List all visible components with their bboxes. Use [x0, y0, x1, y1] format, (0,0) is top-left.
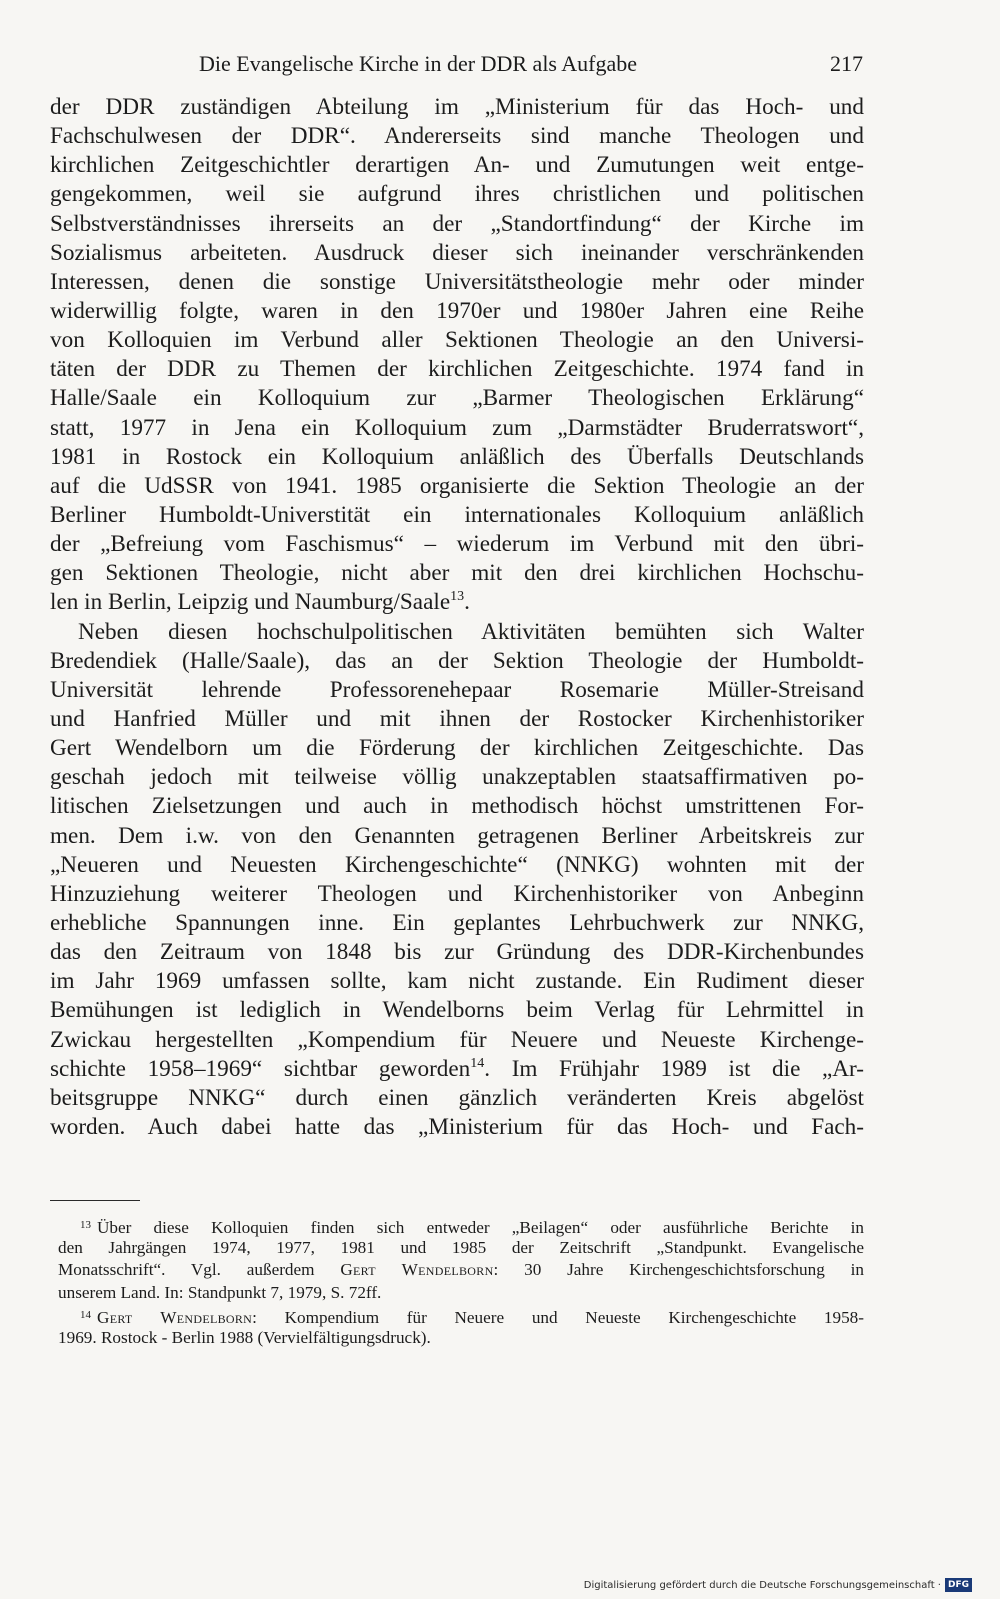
text-line: statt, 1977 in Jena ein Kolloquium zum „Darmstädter Bruderratswort“,	[50, 414, 864, 441]
footnote-13-line-1: $^{13}$ Über diese Kolloquien finden sich entweder „Beilagen“ oder ausführliche Berichte in	[80, 1218, 864, 1237]
footnote-ref-13[interactable]: 13	[450, 589, 465, 605]
text-line: men. Dem i.w. von den Genannten getragenen Berliner Arbeitskreis zur	[50, 822, 864, 849]
text-line: 1981 in Rostock ein Kolloquium anläßlich des Überfalls Deutschlands	[50, 443, 864, 470]
footnote-14-line-1: $^{14}$ Gert Wendelborn: Kompendium für Neuere und Neueste Kirchengeschichte 1958-	[80, 1308, 864, 1328]
footnote-number: 13	[80, 1219, 91, 1231]
text-line: und Hanfried Müller und mit ihnen der Rostocker Kirchenhistoriker	[50, 705, 864, 732]
paragraph-1	[50, 93, 864, 588]
dfg-logo-icon: DFG	[945, 1578, 972, 1592]
text-line: Hinzuziehung weiterer Theologen und Kirchenhistoriker von Anbeginn	[50, 880, 864, 907]
page-number: 217	[830, 51, 863, 76]
text-line: das den Zeitraum von 1848 bis zur Gründung des DDR-Kirchenbundes	[50, 939, 864, 966]
text-line: kirchlichen Zeitgeschichtler derartigen An- und Zumutungen weit entge-	[50, 152, 864, 179]
footnote-14-line-2: 1969. Rostock - Berlin 1988 (Vervielfältigungsdruck).	[58, 1327, 431, 1347]
digitization-credit	[584, 1575, 972, 1595]
text-line: gen Sektionen Theologie, nicht aber mit den drei kirchlichen Hochschu-	[50, 560, 864, 587]
text-line: widerwillig folgte, waren in den 1970er und 1980er Jahren eine Reihe	[50, 297, 864, 324]
text-line: Selbstverständnisses ihrerseits an der „Standortfindung“ der Kirche im	[50, 210, 864, 237]
digitization-credit-text: Digitalisierung gefördert durch die Deutsche Forschungsgemeinschaft ·	[583, 1579, 941, 1591]
footnote-13-line-2: den Jahrgängen 1974, 1977, 1981 und 1985 der Zeitschrift „Standpunkt. Evangelische	[58, 1237, 864, 1257]
text-line: Halle/Saale ein Kolloquium zur „Barmer Theologischen Erklärung“	[50, 385, 864, 412]
footnote-13	[58, 1214, 864, 1259]
text-line: der DDR zuständigen Abteilung im „Ministerium für das Hoch- und	[50, 94, 864, 120]
text-line: Berliner Humboldt-Universtität ein internationales Kolloquium anläßlich	[50, 501, 864, 528]
text-line: Neben diesen hochschulpolitischen Aktivitäten bemühten sich Walter	[78, 618, 864, 645]
text-line: im Jahr 1969 umfassen sollte, kam nicht zustande. Ein Rudiment dieser	[50, 968, 864, 995]
paragraph-1-last-line: len in Berlin, Leipzig und Naumburg/Saale$^{13}$.	[50, 589, 470, 616]
text-line: Zwickau hergestellten „Kompendium für Neuere und Neueste Kirchenge-	[50, 1026, 864, 1053]
footnote-separator	[50, 1200, 140, 1201]
text-line: täten der DDR zu Themen der kirchlichen Zeitgeschichte. 1974 fand in	[50, 356, 864, 383]
text-line: Interessen, denen die sonstige Universitätstheologie mehr oder minder	[50, 268, 864, 295]
text-line: Sozialismus arbeiteten. Ausdruck dieser sich ineinander verschränkenden	[50, 239, 864, 266]
paragraph-2-tail	[50, 1084, 864, 1142]
paragraph-2	[50, 618, 864, 1055]
text-line: gengekommen, weil sie aufgrund ihres christlichen und politischen	[50, 181, 864, 208]
text-line: worden. Auch dabei hatte das „Ministerium für das Hoch- und Fach-	[50, 1113, 864, 1140]
footnote-number: 14	[80, 1309, 91, 1322]
text-line: beitsgruppe NNKG“ durch einen gänzlich veränderten Kreis abgelöst	[50, 1084, 864, 1111]
main-text	[50, 93, 864, 1142]
text-line: Bemühungen ist lediglich in Wendelborns beim Verlag für Lehrmittel in	[50, 997, 864, 1024]
text-line: Gert Wendelborn um die Förderung der kirchlichen Zeitgeschichte. Das	[50, 735, 864, 762]
text-line: Fachschulwesen der DDR“. Andererseits sind manche Theologen und	[50, 123, 864, 150]
text-line: geschah jedoch mit teilweise völlig unakzeptablen staatsaffirmativen po-	[50, 764, 864, 791]
text-line: litischen Zielsetzungen und auch in methodisch höchst umstrittenen For-	[50, 793, 864, 820]
text-line: Universität lehrende Professorenehepaar Rosemarie Müller-Streisand	[50, 676, 864, 703]
paragraph-2-ref-line: schichte 1958–1969“ sichtbar geworden$^{14}$. Im Frühjahr 1989 ist die „Ar-	[50, 1055, 864, 1082]
text-line: Bredendiek (Halle/Saale), das an der Sektion Theologie der Humboldt-	[50, 647, 864, 674]
text-line: der „Befreiung vom Faschismus“ – wiederum im Verbund mit den übri-	[50, 531, 864, 558]
running-header	[199, 50, 863, 78]
author-name: Gert Wendelborn	[97, 1308, 253, 1328]
text-line: „Neueren und Neuesten Kirchengeschichte“ (NNKG) wohnten mit der	[50, 851, 864, 878]
text-line: erhebliche Spannungen inne. Ein geplantes Lehrbuchwerk zur NNKG,	[50, 909, 864, 936]
footnotes	[58, 1214, 864, 1350]
footnote-13-line-4: unserem Land. In: Standpunkt 7, 1979, S. 72ff.	[58, 1282, 382, 1302]
text-line: auf die UdSSR von 1941. 1985 organisierte die Sektion Theologie an der	[50, 472, 864, 499]
running-title: Die Evangelische Kirche in der DDR als Aufgabe	[199, 51, 638, 76]
footnote-ref-14[interactable]: 14	[470, 1055, 485, 1071]
author-name: Gert Wendelborn	[340, 1260, 494, 1280]
footnote-13-line-3: Monatsschrift“. Vgl. außerdem Gert Wendelborn: 30 Jahre Kirchengeschichtsforschung in	[58, 1260, 864, 1280]
text-line: von Kolloquien im Verbund aller Sektionen Theologie an den Universi-	[50, 327, 864, 354]
